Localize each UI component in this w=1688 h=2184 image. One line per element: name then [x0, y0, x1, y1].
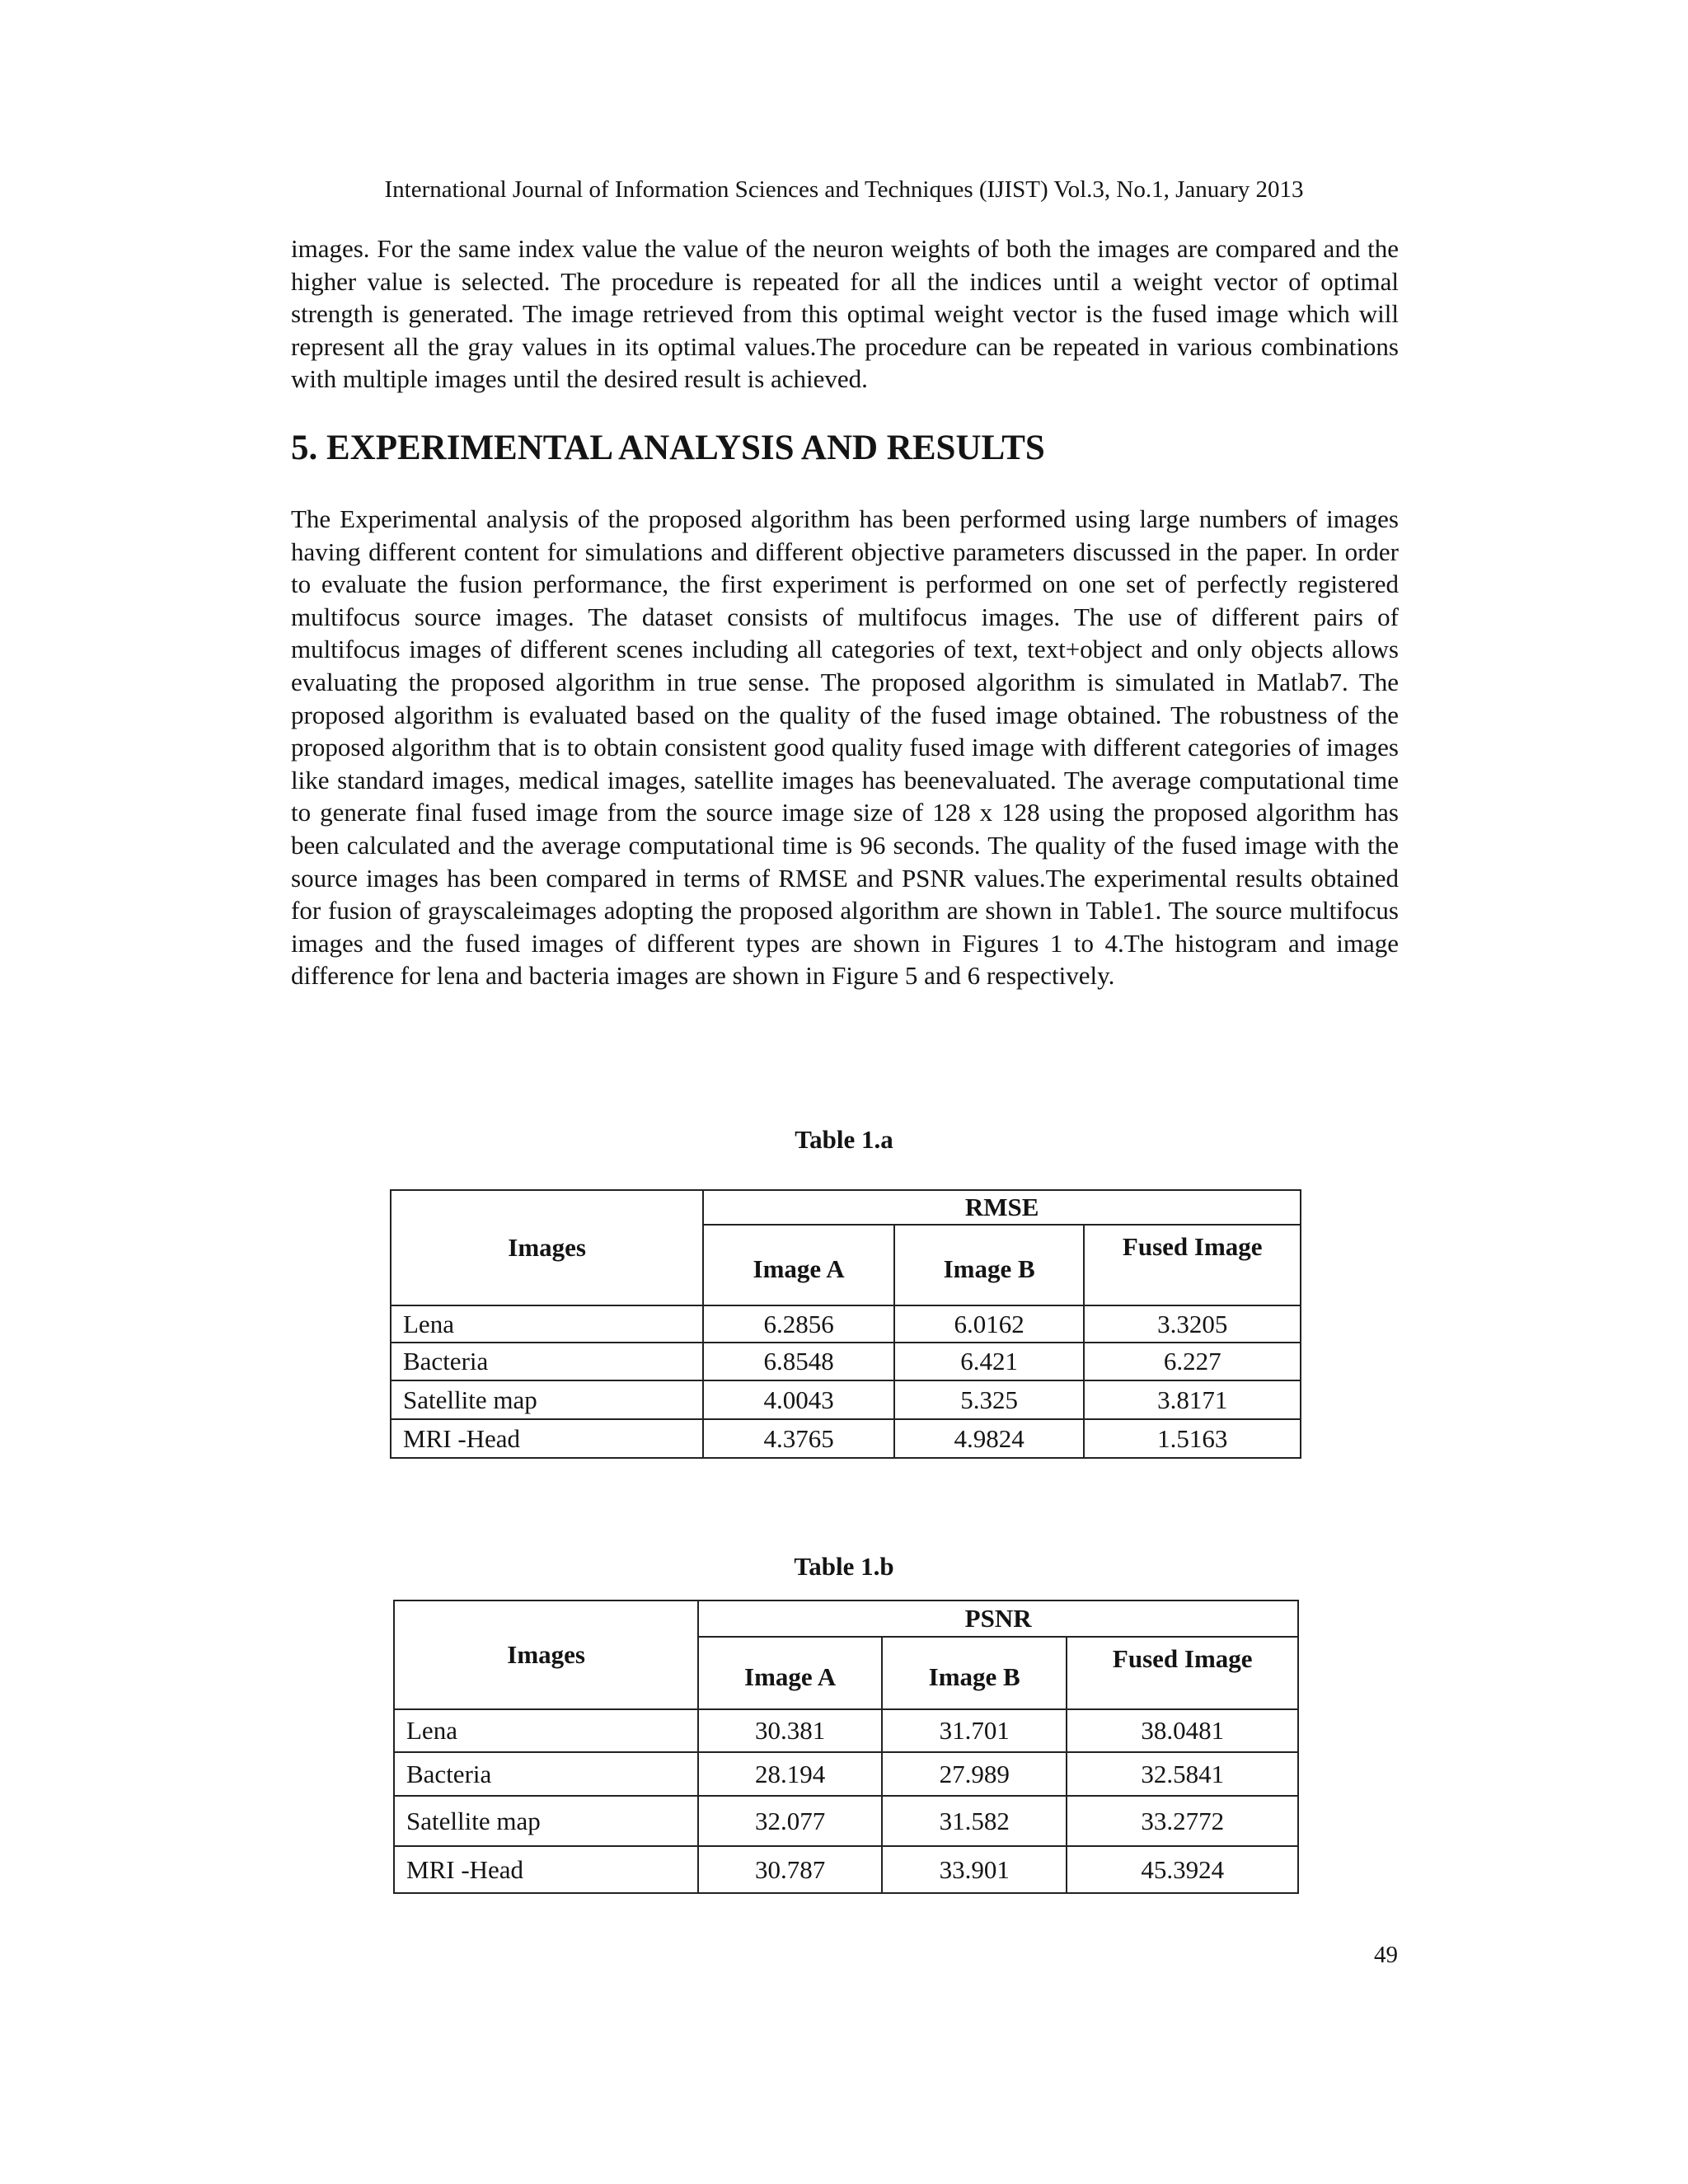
article-body: [291, 232, 1399, 992]
table-row: [391, 1343, 1301, 1380]
fused-value: 3.8171: [1084, 1380, 1301, 1419]
table-header-row: [394, 1601, 1298, 1637]
row-label: MRI -Head: [394, 1846, 698, 1893]
image-b-value: 6.421: [894, 1343, 1085, 1380]
image-a-value: 32.077: [698, 1796, 882, 1846]
psnr-table: [393, 1600, 1299, 1894]
row-label: MRI -Head: [391, 1419, 703, 1458]
fused-image-column-header: Fused Image: [1067, 1637, 1298, 1709]
image-b-value: 31.582: [882, 1796, 1067, 1846]
image-b-value: 33.901: [882, 1846, 1067, 1893]
table-a-caption: Table 1.a: [795, 1125, 893, 1154]
fused-value: 33.2772: [1067, 1796, 1298, 1846]
image-a-column-header: Image A: [703, 1225, 894, 1305]
table-row: [394, 1752, 1298, 1796]
row-label: Lena: [394, 1709, 698, 1752]
fused-value: 32.5841: [1067, 1752, 1298, 1796]
row-label: Satellite map: [391, 1380, 703, 1419]
row-label: Bacteria: [391, 1343, 703, 1380]
image-a-value: 4.0043: [703, 1380, 894, 1419]
results-paragraph: The Experimental analysis of the proposed algorithm has been performed using large numbers of images having different content for simulations and different objective parameters discussed in the paper. In order to evaluate the fusion performance, the first experiment is performed on one set of perfectly registered multifocus source images. The dataset consists of multifocus images. The use of different pairs of multifocus images of different scenes including all categories of text, text+object and only objects allows evaluating the proposed algorithm in true sense. The proposed algorithm is simulated in Matlab7. The proposed algorithm is evaluated based on the quality of the fused image obtained. The robustness of the proposed algorithm that is to obtain consistent good quality fused image with different categories of images like standard images, medical images, satellite images has beenevaluated. The average computational time to generate final fused image from the source image size of 128 x 128 using the proposed algorithm has been calculated and the average computational time is 96 seconds. The quality of the fused image with the source images has been compared in terms of RMSE and PSNR values.The experimental results obtained for fusion of grayscaleimages adopting the proposed algorithm are shown in Table1. The source multifocus images and the fused images of different types are shown in Figures 1 to 4.The histogram and image difference for lena and bacteria images are shown in Figure 5 and 6 respectively.: [291, 504, 1399, 991]
table-header-row: [391, 1190, 1301, 1225]
section-heading: 5. EXPERIMENTAL ANALYSIS AND RESULTS: [291, 428, 1045, 467]
fused-value: 3.3205: [1084, 1305, 1301, 1343]
image-a-value: 4.3765: [703, 1419, 894, 1458]
page-number: 49: [1374, 1942, 1398, 1968]
images-column-header: Images: [391, 1190, 703, 1305]
image-b-value: 31.701: [882, 1709, 1067, 1752]
image-a-value: 6.2856: [703, 1305, 894, 1343]
fused-value: 1.5163: [1084, 1419, 1301, 1458]
images-column-header: Images: [394, 1601, 698, 1709]
running-header: International Journal of Information Sciences and Techniques (IJIST) Vol.3, No.1, January 2013: [384, 176, 1304, 203]
fused-image-column-header: Fused Image: [1084, 1225, 1301, 1305]
image-a-column-header: Image A: [698, 1637, 882, 1709]
table-row: [391, 1305, 1301, 1343]
rmse-group-header: RMSE: [703, 1190, 1301, 1225]
image-b-column-header: Image B: [882, 1637, 1067, 1709]
image-a-value: 6.8548: [703, 1343, 894, 1380]
table-b-caption: Table 1.b: [794, 1552, 894, 1581]
image-b-value: 5.325: [894, 1380, 1085, 1419]
fused-value: 6.227: [1084, 1343, 1301, 1380]
table-row: [394, 1709, 1298, 1752]
image-a-value: 28.194: [698, 1752, 882, 1796]
fused-value: 45.3924: [1067, 1846, 1298, 1893]
table-row: [394, 1846, 1298, 1893]
image-b-value: 4.9824: [894, 1419, 1085, 1458]
fused-value: 38.0481: [1067, 1709, 1298, 1752]
row-label: Lena: [391, 1305, 703, 1343]
image-b-value: 27.989: [882, 1752, 1067, 1796]
table-row: [391, 1419, 1301, 1458]
image-a-value: 30.787: [698, 1846, 882, 1893]
table-row: [391, 1380, 1301, 1419]
rmse-table: [390, 1189, 1301, 1459]
row-label: Bacteria: [394, 1752, 698, 1796]
image-b-value: 6.0162: [894, 1305, 1085, 1343]
image-a-value: 30.381: [698, 1709, 882, 1752]
psnr-group-header: PSNR: [698, 1601, 1298, 1637]
intro-paragraph: images. For the same index value the value of the neuron weights of both the images are compared and the higher value is selected. The procedure is repeated for all the indices until a weight vector of optimal strength is generated. The image retrieved from this optimal weight vector is the fused image which will represent all the gray values in its optimal values.The procedure can be repeated in various combinations with multiple images until the desired result is achieved.: [291, 234, 1399, 394]
image-b-column-header: Image B: [894, 1225, 1085, 1305]
row-label: Satellite map: [394, 1796, 698, 1846]
table-row: [394, 1796, 1298, 1846]
